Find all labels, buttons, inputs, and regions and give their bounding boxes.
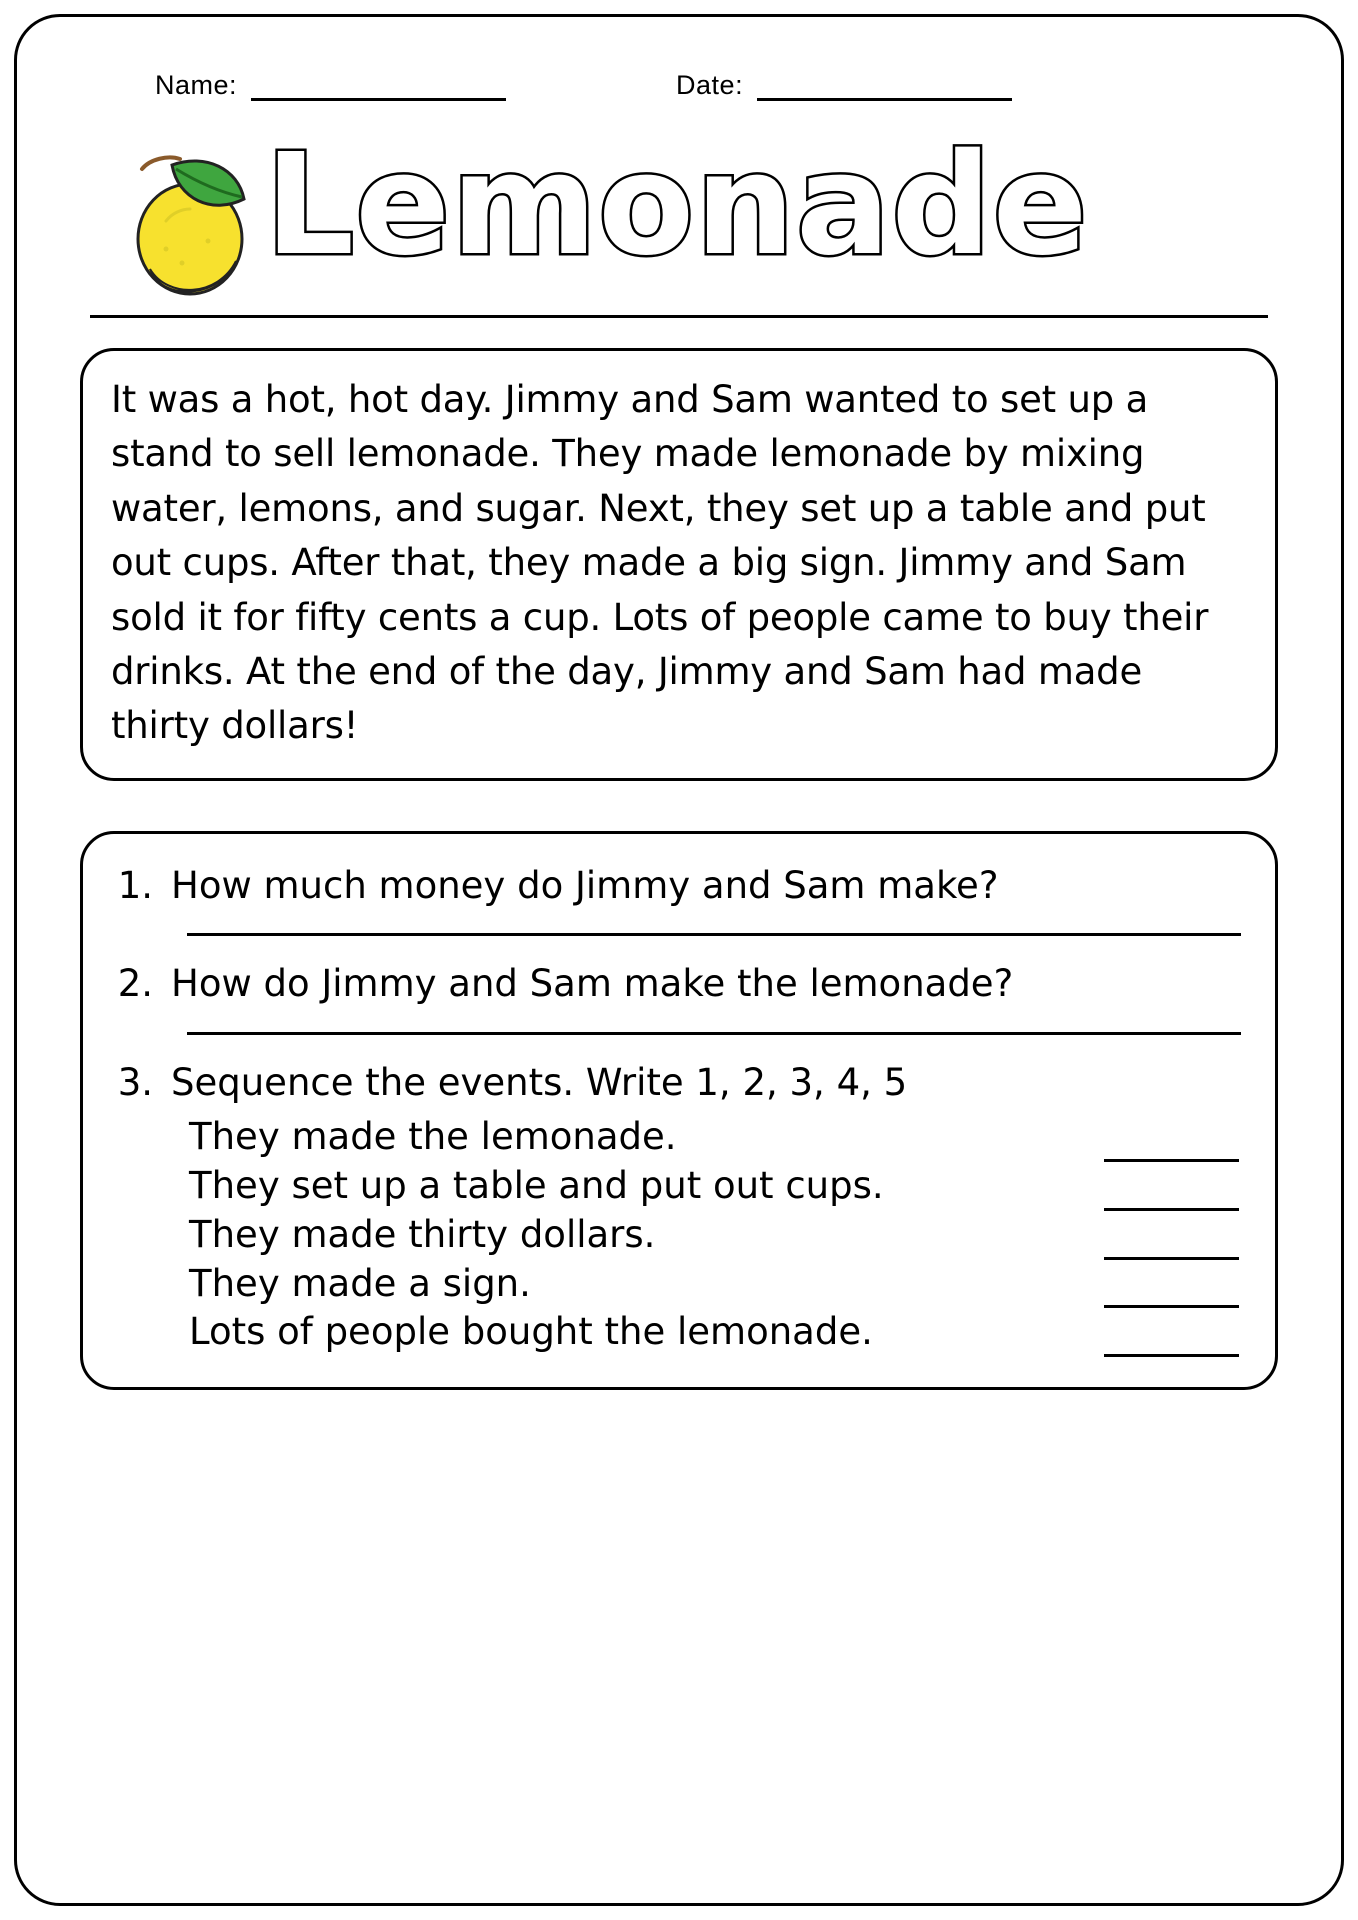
answer-line-1[interactable] [187,931,1241,936]
answer-line-2[interactable] [187,1030,1241,1035]
question-3 [109,1057,1249,1109]
list-item [189,1308,1249,1357]
list-item [189,1162,1249,1211]
sequence-item-5-blank[interactable] [1104,1328,1239,1357]
page-title: Lemonade [265,124,1089,287]
question-3-text: Sequence the events. Write 1, 2, 3, 4, 5 [171,1061,908,1105]
sequence-item-1-blank[interactable] [1104,1133,1239,1162]
sequence-item-3-label: They made thirty dollars. [189,1212,656,1256]
question-2 [109,958,1249,1010]
list-item [189,1113,1249,1162]
date-label: Date: [676,70,744,100]
lemon-icon [120,129,270,304]
question-1-number: 1. [117,863,153,907]
passage-box [80,348,1278,781]
title-divider [90,315,1268,318]
sequence-item-2-label: They set up a table and put out cups. [189,1163,884,1207]
name-input-line[interactable] [251,78,506,101]
list-item [189,1260,1249,1309]
sequence-item-4-label: They made a sign. [189,1261,531,1305]
sequence-item-5-label: Lots of people bought the lemonade. [189,1310,873,1354]
list-item [189,1211,1249,1260]
name-date-row [70,0,1288,101]
questions-box [80,831,1278,1391]
sequence-item-1-label: They made the lemonade. [189,1115,677,1159]
question-1 [109,860,1249,912]
question-1-text: How much money do Jimmy and Sam make? [171,863,999,907]
question-2-text: How do Jimmy and Sam make the lemonade? [171,962,1014,1006]
name-label: Name: [155,70,238,100]
sequence-list [109,1113,1249,1357]
question-3-number: 3. [117,1061,153,1105]
sequence-item-4-blank[interactable] [1104,1279,1239,1308]
passage-text: It was a hot, hot day. Jimmy and Sam wanted to set up a stand to sell lemonade. They made lemonade by mixing water, lemons, and sugar. Next, they set up a table and put out cups. After that, they made a big sign. Jimmy and Sam sold it for fifty cents a cup. Lots of people came to buy their drinks. At the end of the day, Jimmy and Sam had made thirty dollars! [111,378,1209,748]
question-2-number: 2. [117,962,153,1006]
sequence-item-2-blank[interactable] [1104,1182,1239,1211]
sequence-item-3-blank[interactable] [1104,1231,1239,1260]
date-input-line[interactable] [757,78,1012,101]
title-row [70,119,1288,309]
